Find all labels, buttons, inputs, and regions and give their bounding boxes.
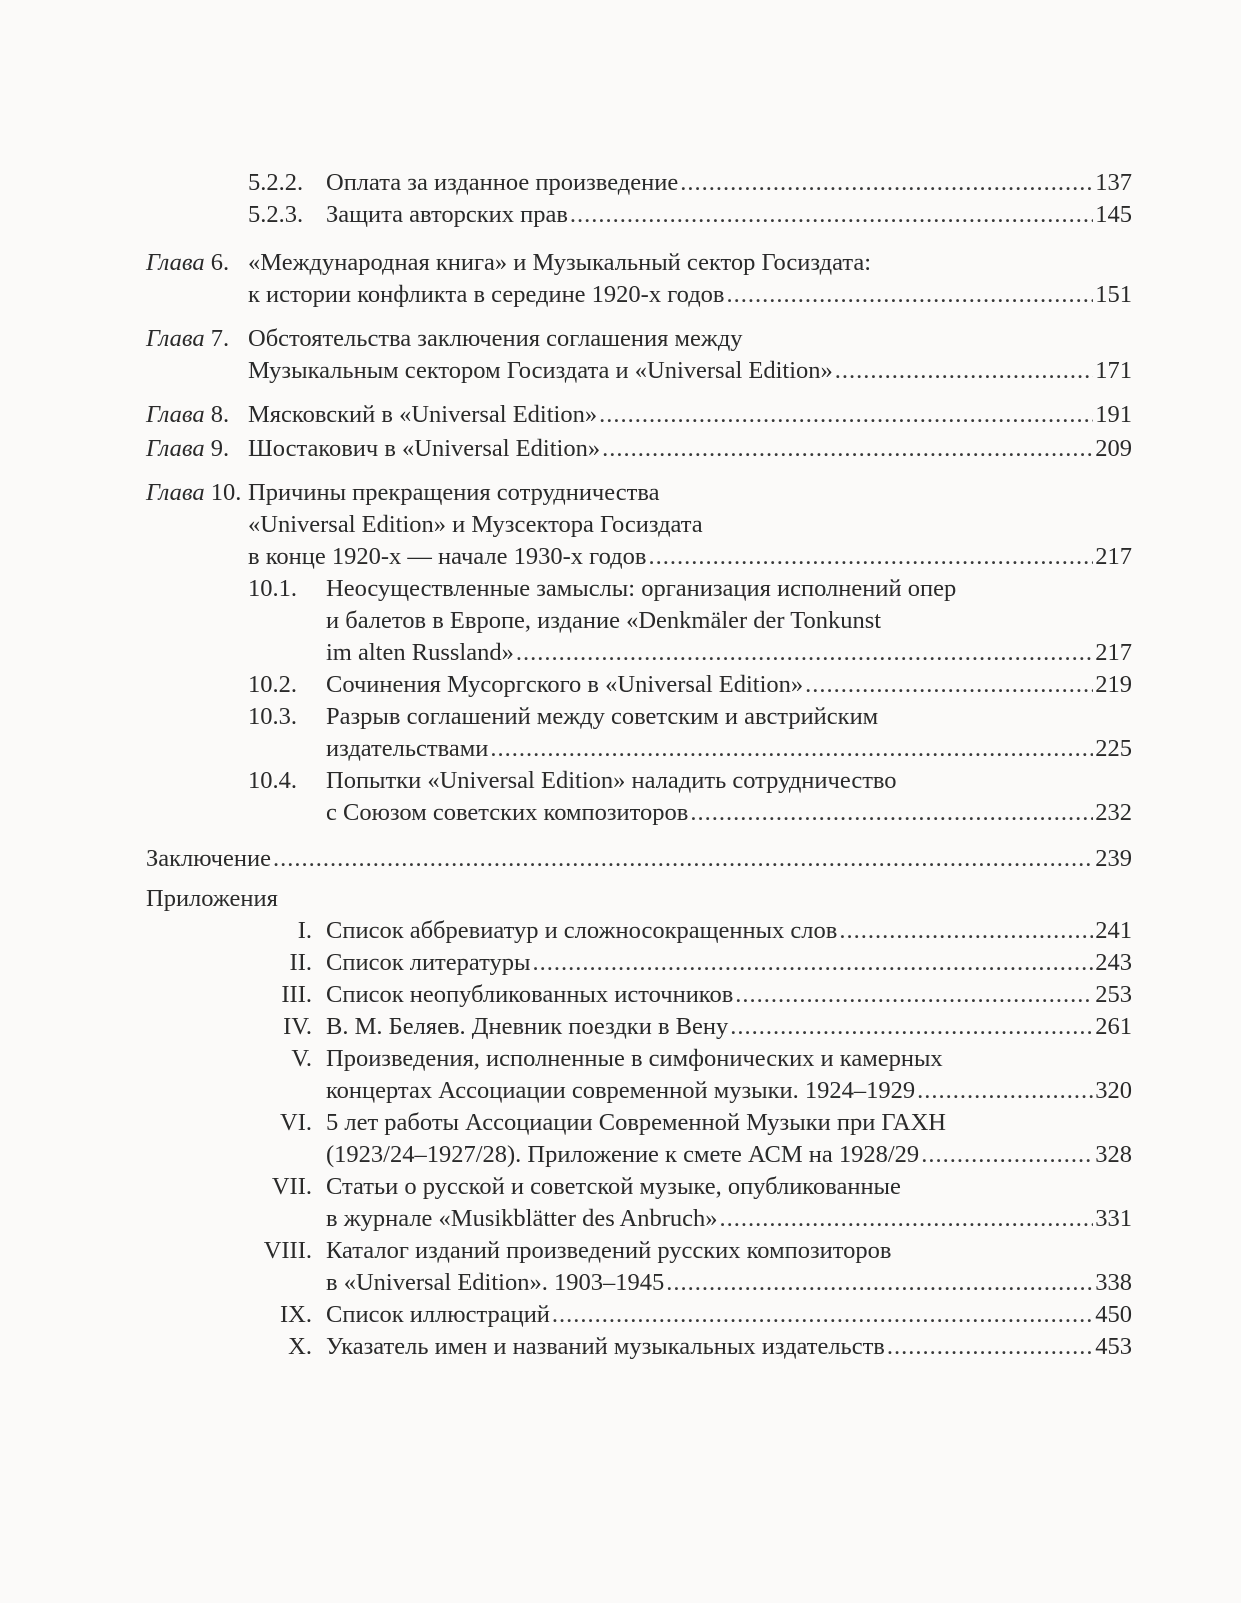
entry-title: в конце 1920-х — начале 1930-х годов <box>248 541 648 573</box>
leader-line <box>326 1139 1132 1171</box>
leader-line <box>248 541 1132 573</box>
toc-line <box>146 1043 1132 1075</box>
toc-line <box>146 1011 1132 1043</box>
chapter-label: Глава 6. <box>146 249 230 276</box>
toc-line <box>146 1235 1132 1267</box>
page-number: 217 <box>1095 543 1132 570</box>
leader-line <box>326 1267 1132 1299</box>
toc-line <box>146 541 1132 573</box>
toc-line <box>146 605 1132 637</box>
page-number: 243 <box>1095 949 1132 976</box>
toc-line <box>146 323 1132 355</box>
entry-title: 5 лет работы Ассоциации Современной Музыки при ГАХН <box>326 1109 947 1136</box>
entry-title: и балетов в Европе, издание «Denkmäler der Tonkunst <box>326 607 882 634</box>
dot-leader <box>490 733 1093 765</box>
dot-leader <box>726 279 1093 311</box>
entry-title: «Universal Edition» и Музсектора Госиздата <box>248 511 703 538</box>
page-number: 209 <box>1095 435 1132 462</box>
toc-line <box>146 1331 1132 1363</box>
toc-line <box>146 733 1132 765</box>
entry-number: 5.2.2. <box>248 169 304 196</box>
leader-line <box>326 1203 1132 1235</box>
toc-line <box>146 1203 1132 1235</box>
toc-line <box>146 509 1132 541</box>
toc-entry-chapter[interactable] <box>146 399 1132 431</box>
entry-title: Список неопубликованных источников <box>326 979 735 1011</box>
dot-leader <box>735 979 1093 1011</box>
chapter-word: Глава <box>146 325 205 352</box>
toc-line <box>146 573 1132 605</box>
toc-entry-appendix[interactable] <box>146 1331 1132 1363</box>
toc-line <box>146 637 1132 669</box>
toc-line <box>146 279 1132 311</box>
page-number: 239 <box>1095 845 1132 872</box>
entry-title: «Международная книга» и Музыкальный сектор Госиздата: <box>248 249 872 276</box>
page-number: 171 <box>1095 357 1132 384</box>
page-number: 338 <box>1095 1269 1132 1296</box>
dot-leader <box>599 399 1093 431</box>
dot-leader <box>730 1011 1093 1043</box>
toc-entry-section[interactable] <box>146 573 1132 669</box>
entry-number: VII. <box>271 1173 312 1200</box>
entry-title: Каталог изданий произведений русских композиторов <box>326 1237 892 1264</box>
spacer <box>146 465 1132 477</box>
entry-title: Защита авторских прав <box>326 199 570 231</box>
entry-number: X. <box>288 1333 312 1360</box>
toc-line <box>146 1107 1132 1139</box>
toc-line <box>146 765 1132 797</box>
leader-line <box>326 1331 1132 1363</box>
toc-entry-section[interactable] <box>146 765 1132 829</box>
toc-entry-chapter[interactable] <box>146 323 1132 387</box>
chapter-word: Глава <box>146 249 205 276</box>
entry-title: Сочинения Мусоргского в «Universal Edition» <box>326 669 805 701</box>
entry-title: im alten Russland» <box>326 637 516 669</box>
entry-title: Указатель имен и названий музыкальных издательств <box>326 1331 887 1363</box>
toc-entry-chapter[interactable] <box>146 433 1132 465</box>
spacer <box>146 875 1132 883</box>
entry-title: Неосуществленные замыслы: организация исполнений опер <box>326 575 957 602</box>
entry-number: VIII. <box>263 1237 312 1264</box>
entry-number: II. <box>289 949 312 976</box>
spacer <box>146 231 1132 247</box>
leader-line <box>326 669 1132 701</box>
toc-line <box>146 477 1132 509</box>
dot-leader <box>532 947 1093 979</box>
leader-line <box>326 167 1132 199</box>
dot-leader <box>570 199 1093 231</box>
toc-entry-chapter[interactable] <box>146 247 1132 311</box>
dot-leader <box>839 915 1093 947</box>
chapter-word: Глава <box>146 435 205 462</box>
leader-line <box>326 1299 1132 1331</box>
entry-title: Заключение <box>146 843 273 875</box>
entry-number: III. <box>281 981 312 1008</box>
entry-title: с Союзом советских композиторов <box>326 797 690 829</box>
leader-line <box>248 279 1132 311</box>
toc-entry-section[interactable] <box>146 167 1132 199</box>
dot-leader <box>680 167 1093 199</box>
leader-line <box>146 843 1132 875</box>
leader-line <box>326 1011 1132 1043</box>
page-number: 191 <box>1095 401 1132 428</box>
entry-title: Список аббревиатур и сложносокращенных слов <box>326 915 839 947</box>
toc-line <box>146 915 1132 947</box>
chapter-label: Глава 9. <box>146 435 230 462</box>
entry-title: В. М. Беляев. Дневник поездки в Вену <box>326 1011 730 1043</box>
dot-leader <box>602 433 1093 465</box>
leader-line <box>248 355 1132 387</box>
entry-number: 10.4. <box>248 767 297 794</box>
toc-line <box>146 1299 1132 1331</box>
entry-title: Произведения, исполненные в симфонических и камерных <box>326 1045 943 1072</box>
page-number: 261 <box>1095 1013 1132 1040</box>
spacer <box>146 387 1132 399</box>
chapter-word: Глава <box>146 401 205 428</box>
page-number: 217 <box>1095 639 1132 666</box>
toc-line <box>146 247 1132 279</box>
dot-leader <box>648 541 1093 573</box>
dot-leader <box>917 1075 1093 1107</box>
entry-number: VI. <box>280 1109 312 1136</box>
entry-title: Статьи о русской и советской музыке, опубликованные <box>326 1173 901 1200</box>
entry-title: в «Universal Edition». 1903–1945 <box>326 1267 666 1299</box>
page-number: 137 <box>1095 169 1132 196</box>
table-of-contents <box>146 167 1132 1363</box>
toc-line <box>146 669 1132 701</box>
entry-title: Попытки «Universal Edition» наладить сотрудничество <box>326 767 897 794</box>
chapter-label: Глава 10. <box>146 479 242 506</box>
entry-number: V. <box>291 1045 312 1072</box>
toc-line <box>146 797 1132 829</box>
leader-line <box>326 797 1132 829</box>
toc-line <box>146 1139 1132 1171</box>
entry-title: концертах Ассоциации современной музыки. 1924–1929 <box>326 1075 917 1107</box>
toc-line <box>146 199 1132 231</box>
toc-entry-appendix[interactable] <box>146 979 1132 1011</box>
chapter-word: Глава <box>146 479 205 506</box>
toc-entry-appendix[interactable] <box>146 1171 1132 1235</box>
toc-line <box>146 947 1132 979</box>
toc-entry-section[interactable] <box>146 669 1132 701</box>
toc-entry-appendix[interactable] <box>146 1107 1132 1171</box>
leader-line <box>248 433 1132 465</box>
dot-leader <box>720 1203 1094 1235</box>
entry-title: Список литературы <box>326 947 532 979</box>
entry-title: в журнале «Musikblätter des Anbruch» <box>326 1203 720 1235</box>
leader-line <box>326 199 1132 231</box>
entry-title: Причины прекращения сотрудничества <box>248 479 660 506</box>
page-number: 320 <box>1095 1077 1132 1104</box>
chapter-label: Глава 8. <box>146 401 230 428</box>
spacer <box>146 311 1132 323</box>
leader-line <box>326 915 1132 947</box>
page-number: 331 <box>1095 1205 1132 1232</box>
toc-entry-appendix[interactable] <box>146 947 1132 979</box>
entry-title: к истории конфликта в середине 1920-х годов <box>248 279 726 311</box>
toc-line <box>146 1267 1132 1299</box>
entry-number: IX. <box>280 1301 312 1328</box>
toc-entry-appendix[interactable] <box>146 1235 1132 1299</box>
page-number: 328 <box>1095 1141 1132 1168</box>
toc-line <box>146 979 1132 1011</box>
entry-number: IV. <box>283 1013 312 1040</box>
entry-title: Мясковский в «Universal Edition» <box>248 399 599 431</box>
page-number: 253 <box>1095 981 1132 1008</box>
toc-line <box>146 1171 1132 1203</box>
dot-leader <box>690 797 1093 829</box>
page-number: 453 <box>1095 1333 1132 1360</box>
toc-entry-appendix[interactable] <box>146 915 1132 947</box>
leader-line <box>326 733 1132 765</box>
page-number: 145 <box>1095 201 1132 228</box>
leader-line <box>248 399 1132 431</box>
page-number: 241 <box>1095 917 1132 944</box>
page-number: 232 <box>1095 799 1132 826</box>
leader-line <box>326 947 1132 979</box>
toc-entry-appendix[interactable] <box>146 1043 1132 1107</box>
entry-number: 5.2.3. <box>248 201 304 228</box>
toc-line <box>146 167 1132 199</box>
entry-title: Разрыв соглашений между советским и австрийским <box>326 703 879 730</box>
page-number: 225 <box>1095 735 1132 762</box>
entry-title: Обстоятельства заключения соглашения между <box>248 325 743 352</box>
page-number: 219 <box>1095 671 1132 698</box>
entry-title: Музыкальным сектором Госиздата и «Universal Edition» <box>248 355 835 387</box>
dot-leader <box>921 1139 1093 1171</box>
entry-number: 10.1. <box>248 575 297 602</box>
appendices-heading <box>146 883 1132 915</box>
page-number: 450 <box>1095 1301 1132 1328</box>
toc-line <box>146 701 1132 733</box>
leader-line <box>326 979 1132 1011</box>
spacer <box>146 829 1132 843</box>
dot-leader <box>273 843 1093 875</box>
dot-leader <box>666 1267 1093 1299</box>
entry-title: Шостакович в «Universal Edition» <box>248 433 602 465</box>
toc-entry-conclusion[interactable] <box>146 843 1132 875</box>
leader-line <box>326 1075 1132 1107</box>
entry-title: (1923/24–1927/28). Приложение к смете АСМ на 1928/29 <box>326 1139 921 1171</box>
dot-leader <box>516 637 1093 669</box>
toc-line <box>146 399 1132 431</box>
toc-entry-appendix[interactable] <box>146 1011 1132 1043</box>
entry-number: 10.3. <box>248 703 297 730</box>
dot-leader <box>835 355 1093 387</box>
toc-entry-chapter[interactable] <box>146 477 1132 573</box>
leader-line <box>326 637 1132 669</box>
toc-line <box>146 1075 1132 1107</box>
entry-number: 10.2. <box>248 671 297 698</box>
chapter-label: Глава 7. <box>146 325 230 352</box>
entry-title: Оплата за изданное произведение <box>326 167 680 199</box>
appendices-heading-text: Приложения <box>146 885 278 912</box>
toc-line <box>146 433 1132 465</box>
toc-line <box>146 843 1132 875</box>
entry-title: издательствами <box>326 733 490 765</box>
toc-entry-section[interactable] <box>146 199 1132 231</box>
toc-line <box>146 355 1132 387</box>
toc-entry-section[interactable] <box>146 701 1132 765</box>
dot-leader <box>805 669 1093 701</box>
entry-title: Список иллюстраций <box>326 1299 552 1331</box>
entry-number: I. <box>297 917 312 944</box>
page-number: 151 <box>1095 281 1132 308</box>
dot-leader <box>552 1299 1093 1331</box>
toc-entry-appendix[interactable] <box>146 1299 1132 1331</box>
dot-leader <box>887 1331 1093 1363</box>
